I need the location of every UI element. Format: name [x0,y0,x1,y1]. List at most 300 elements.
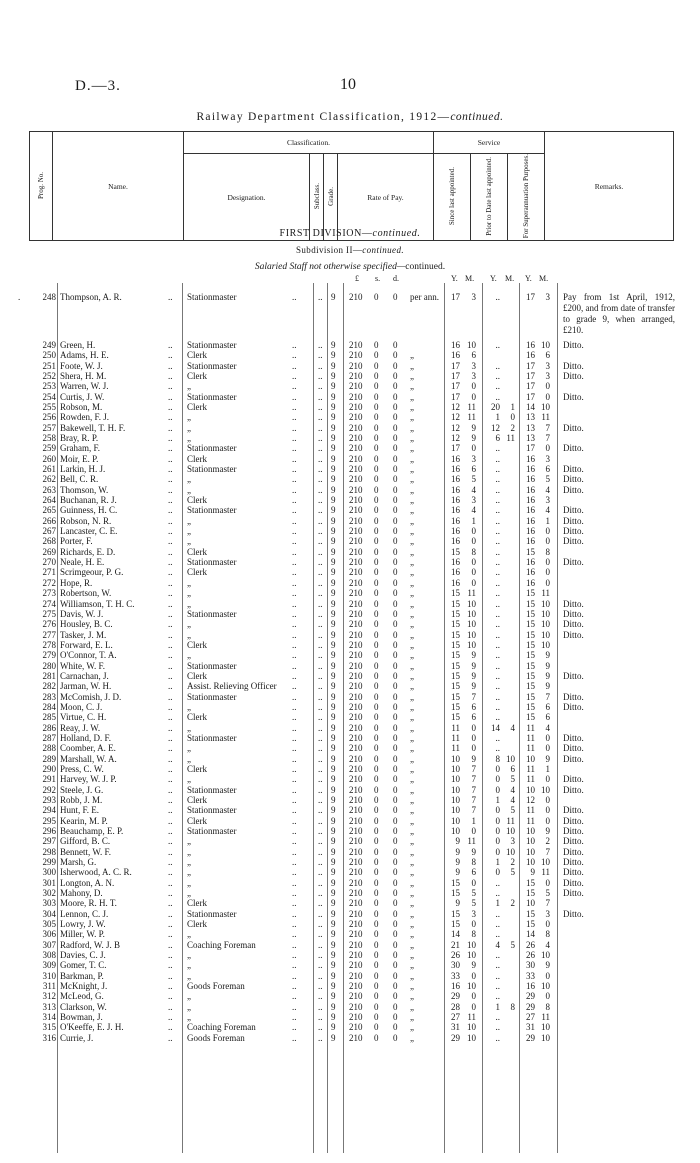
remark: Ditto. [563,701,584,712]
since-last-years: 10 [451,763,460,774]
super-years: 15 [526,712,535,723]
remark: Ditto. [563,515,584,526]
super-years: 31 [526,1022,535,1033]
designation: „ [187,722,191,733]
since-last-months: 0 [471,567,476,578]
prior-years: .. [495,546,500,557]
super-months: 0 [545,743,550,754]
pay-pence: 0 [393,360,398,371]
pay-suffix: „ [410,888,414,899]
since-last-months: 6 [471,701,476,712]
pay-pence: 0 [393,484,398,495]
row-number: 255 [42,402,56,413]
since-last-months: 8 [471,929,476,940]
pay-shillings: 0 [374,292,379,302]
pay-suffix: „ [410,939,414,950]
header-rate: Rate of Pay. [338,154,434,241]
since-last-years: 12 [451,412,460,423]
leader-dots: .. [292,722,297,733]
leader-dots: .. [292,453,297,464]
prior-years: .. [495,505,500,516]
prior-years: 12 [491,422,500,433]
super-years: 16 [526,557,535,568]
pay-suffix: „ [410,484,414,495]
super-years: 9 [530,867,535,878]
table-row [0,795,700,806]
pay-pounds: 210 [349,639,363,650]
since-last-years: 17 [451,381,460,392]
pay-shillings: 0 [374,753,379,764]
since-last-months: 10 [467,1032,476,1043]
prior-years: .. [495,557,500,568]
since-last-months: 0 [471,722,476,733]
leader-dots: .. [168,453,173,464]
super-months: 9 [545,825,550,836]
row-number: 252 [42,371,56,382]
super-months: 7 [545,898,550,909]
table-row [0,371,700,382]
super-months: 0 [545,567,550,578]
pay-pence: 0 [393,588,398,599]
pay-pounds: 210 [349,526,363,537]
since-last-months: 3 [471,495,476,506]
pay-pounds: 210 [349,753,363,764]
subclass: .. [318,763,323,774]
super-months: 0 [545,970,550,981]
staff-name: Rowden, F. J. [60,412,110,423]
pay-suffix: „ [410,753,414,764]
grade: 9 [331,464,336,475]
pay-shillings: 0 [374,371,379,382]
subclass: .. [318,453,323,464]
leader-dots: .. [292,650,297,661]
leader-dots: .. [292,753,297,764]
leader-dots: .. [292,1032,297,1043]
table-row [0,712,700,723]
prior-years: .. [495,391,500,402]
staff-name: Williamson, T. H. C. [60,598,135,609]
since-last-years: 12 [451,402,460,413]
since-last-months: 10 [467,939,476,950]
super-years: 15 [526,681,535,692]
prior-years: 0 [495,784,500,795]
prior-years: .. [495,888,500,899]
pay-shillings: 0 [374,846,379,857]
grade: 9 [331,526,336,537]
grade: 9 [331,939,336,950]
table-row [0,909,700,920]
leader-dots: .. [168,939,173,950]
subclass: .. [318,433,323,444]
since-last-months: 3 [471,360,476,371]
table-row [0,702,700,713]
staff-name: Robson, N. R. [60,515,112,526]
super-months: 0 [545,443,550,454]
prior-months: 4 [510,722,515,733]
super-months: 0 [545,919,550,930]
grade: 9 [331,402,336,413]
table-row [0,754,700,765]
row-number: 309 [42,960,56,971]
designation: „ [187,877,191,888]
super-years: 13 [526,422,535,433]
super-months: 9 [545,650,550,661]
subclass: .. [318,753,323,764]
leader-dots: .. [292,970,297,981]
subclass: .. [318,805,323,816]
remark: Ditto. [563,371,584,382]
pay-pounds: 210 [349,495,363,506]
super-months: 7 [545,422,550,433]
super-years: 26 [526,939,535,950]
leader-dots: .. [292,1012,297,1023]
prior-years: 4 [495,939,500,950]
pay-pounds: 210 [349,774,363,785]
since-last-months: 3 [471,371,476,382]
super-months: 2 [545,836,550,847]
subclass: .. [318,681,323,692]
pay-suffix: „ [410,857,414,867]
pay-shillings: 0 [374,515,379,526]
pay-pounds: 210 [349,939,363,950]
designation: „ [187,836,191,847]
super-years: 10 [526,753,535,764]
since-last-years: 15 [451,670,460,681]
staff-name: Moore, R. H. T. [60,898,117,909]
pay-shillings: 0 [374,805,379,816]
designation: „ [187,970,191,981]
unit-months-1: M. [465,274,475,283]
row-number: 303 [42,898,56,909]
staff-name: Robson, M. [60,402,103,413]
row-number: 261 [42,464,56,475]
pay-pence: 0 [393,908,398,919]
table-row [0,402,700,413]
grade: 9 [331,505,336,516]
grade: 9 [331,433,336,444]
grade: 9 [331,1012,336,1023]
pay-pounds: 210 [349,970,363,981]
since-last-years: 17 [451,360,460,371]
title-main: Railway Department Classification, 1912— [196,111,451,123]
pay-pence: 0 [393,608,398,619]
staff-name: Beauchamp, E. P. [60,825,124,836]
pay-pence: 0 [393,701,398,712]
pay-suffix: „ [410,360,414,371]
pay-suffix: „ [410,991,414,1002]
since-last-months: 9 [471,681,476,692]
super-months: 6 [545,464,550,475]
grade: 9 [331,292,336,302]
since-last-years: 10 [451,805,460,816]
leader-dots: .. [168,970,173,981]
row-number: 315 [42,1022,56,1033]
pay-suffix: „ [410,701,414,712]
row-number: 263 [42,484,56,495]
grade: 9 [331,567,336,578]
super-years: 15 [526,701,535,712]
subclass: .. [318,381,323,392]
pay-suffix: „ [410,794,414,805]
leader-dots: .. [168,412,173,423]
super-years: 16 [526,505,535,516]
super-years: 15 [526,888,535,899]
table-header [29,131,674,241]
designation: „ [187,422,191,433]
super-years: 16 [526,340,535,350]
table-row [0,1033,700,1044]
super-years: 10 [526,784,535,795]
pay-shillings: 0 [374,970,379,981]
leader-dots: .. [168,433,173,444]
since-last-months: 0 [471,877,476,888]
super-months: 6 [545,701,550,712]
pay-pence: 0 [393,867,398,878]
remark: Ditto. [563,670,584,681]
subclass: .. [318,598,323,609]
since-last-years: 15 [451,888,460,899]
super-years: 15 [526,691,535,702]
header-prior: Prior to Date last appointed. [471,154,508,241]
subclass: .. [318,402,323,413]
grade: 9 [331,991,336,1002]
staff-name: Currie, J. [60,1032,94,1043]
designation: Assist. Relieving Officer [187,681,277,692]
pay-shillings: 0 [374,908,379,919]
leader-dots: .. [292,732,297,743]
designation: „ [187,381,191,392]
prior-years: 14 [491,722,500,733]
table-row [0,433,700,444]
leader-dots: .. [292,701,297,712]
leader-dots: .. [292,919,297,930]
pay-pounds: 210 [349,340,363,350]
since-last-years: 26 [451,950,460,961]
staff-name: Green, H. [60,340,96,350]
pay-pence: 0 [393,681,398,692]
header-grade: Grade. [324,154,338,241]
row-number: 275 [42,608,56,619]
prior-years: .. [495,908,500,919]
pay-pounds: 210 [349,433,363,444]
pay-pence: 0 [393,402,398,413]
row-number: 295 [42,815,56,826]
grade: 9 [331,701,336,712]
staff-name: Kearin, M. P. [60,815,108,826]
designation: Clerk [187,371,207,382]
table-row [0,919,700,930]
prior-months: 5 [510,939,515,950]
leader-dots: .. [292,464,297,475]
subclass: .. [318,650,323,661]
remark: Ditto. [563,474,584,485]
super-years: 16 [526,350,535,361]
pay-pence: 0 [393,774,398,785]
staff-name: Warren, W. J. [60,381,109,392]
pay-shillings: 0 [374,681,379,692]
grade: 9 [331,877,336,888]
pay-shillings: 0 [374,950,379,961]
staff-name: Forward, E. L. [60,639,113,650]
designation: „ [187,867,191,878]
designation: Stationmaster [187,784,237,795]
super-years: 11 [526,774,535,785]
pay-suffix: „ [410,608,414,619]
designation: Coaching Foreman [187,1022,256,1033]
leader-dots: .. [168,391,173,402]
staff-name: White, W. F. [60,660,106,671]
leader-dots: .. [168,867,173,878]
pay-pence: 0 [393,474,398,485]
table-row [0,567,700,578]
staff-name: Lancaster, C. E. [60,526,118,537]
super-months: 9 [545,660,550,671]
pay-pence: 0 [393,898,398,909]
since-last-years: 11 [451,722,460,733]
since-last-years: 15 [451,701,460,712]
super-months: 10 [541,1022,550,1033]
since-last-months: 11 [467,1012,476,1023]
since-last-months: 0 [471,732,476,743]
leader-dots: .. [292,557,297,568]
leader-dots: .. [168,1012,173,1023]
pay-shillings: 0 [374,877,379,888]
row-number: 294 [42,805,56,816]
pay-suffix: „ [410,464,414,475]
super-years: 15 [526,546,535,557]
subclass: .. [318,495,323,506]
staff-name: Gomer, T. C. [60,960,107,971]
leader-dots: .. [292,836,297,847]
leader-dots: .. [292,292,297,302]
since-last-years: 33 [451,970,460,981]
pay-pence: 0 [393,1012,398,1023]
pay-pence: 0 [393,577,398,588]
since-last-months: 10 [467,598,476,609]
leader-dots: .. [292,960,297,971]
leader-dots: .. [168,619,173,630]
super-months: 4 [545,722,550,733]
leader-dots: .. [292,794,297,805]
designation: „ [187,598,191,609]
designation: Coaching Foreman [187,939,256,950]
pay-shillings: 0 [374,991,379,1002]
designation: Goods Foreman [187,1032,245,1043]
designation: „ [187,433,191,444]
pay-suffix: „ [410,381,414,392]
pay-pence: 0 [393,836,398,847]
prior-years: 20 [491,402,500,413]
super-months: 9 [545,960,550,971]
pay-pence: 0 [393,1001,398,1012]
table-row [0,630,700,641]
pay-pence: 0 [393,1022,398,1033]
subclass: .. [318,608,323,619]
designation: „ [187,857,191,867]
prior-years: 0 [495,836,500,847]
pay-suffix: „ [410,371,414,382]
pay-pounds: 210 [349,981,363,992]
grade: 9 [331,929,336,940]
staff-name: Longton, A. N. [60,877,115,888]
since-last-months: 3 [471,453,476,464]
grade: 9 [331,1032,336,1043]
leader-dots: .. [292,422,297,433]
row-number: 266 [42,515,56,526]
pay-pounds: 210 [349,712,363,723]
super-months: 10 [541,950,550,961]
leader-dots: .. [168,712,173,723]
prior-months: 4 [510,784,515,795]
table-row [0,474,700,485]
pay-shillings: 0 [374,350,379,361]
pay-pounds: 210 [349,402,363,413]
prior-months: 4 [510,794,515,805]
pay-suffix: „ [410,536,414,547]
super-years: 29 [526,1032,535,1043]
subclass: .. [318,484,323,495]
leader-dots: .. [292,546,297,557]
pay-pounds: 210 [349,350,363,361]
since-last-years: 16 [451,505,460,516]
prior-years: 8 [495,753,500,764]
pay-pence: 0 [393,939,398,950]
super-months: 0 [545,991,550,1002]
remark: Ditto. [563,774,584,785]
row-number: 273 [42,588,56,599]
pay-shillings: 0 [374,857,379,867]
row-number: 312 [42,991,56,1002]
grade: 9 [331,422,336,433]
pay-pounds: 210 [349,381,363,392]
since-last-years: 21 [451,939,460,950]
designation: Goods Foreman [187,981,245,992]
unit-months-2: M. [505,274,515,283]
leader-dots: .. [168,836,173,847]
since-last-years: 14 [451,929,460,940]
pay-pence: 0 [393,670,398,681]
pay-pounds: 210 [349,681,363,692]
since-last-months: 9 [471,422,476,433]
pay-suffix: „ [410,1022,414,1033]
grade: 9 [331,908,336,919]
row-number: 298 [42,846,56,857]
pay-pence: 0 [393,340,398,350]
pay-suffix: „ [410,650,414,661]
table-row [0,619,700,630]
pay-shillings: 0 [374,536,379,547]
since-last-years: 9 [455,857,460,867]
pay-suffix: „ [410,422,414,433]
pay-pence: 0 [393,639,398,650]
since-last-years: 17 [451,443,460,454]
remark: Ditto. [563,443,584,454]
staff-name: Lennon, C. J. [60,908,109,919]
grade: 9 [331,898,336,909]
subclass: .. [318,1001,323,1012]
row-number: 283 [42,691,56,702]
table-row [0,733,700,744]
super-years: 11 [526,763,535,774]
row-number: 276 [42,619,56,630]
pay-shillings: 0 [374,670,379,681]
staff-name: Scrimgeour, P. G. [60,567,124,578]
staff-name: Graham, F. [60,443,101,454]
subclass: .. [318,464,323,475]
since-last-months: 5 [471,898,476,909]
prior-months: 2 [510,898,515,909]
super-months: 10 [541,402,550,413]
